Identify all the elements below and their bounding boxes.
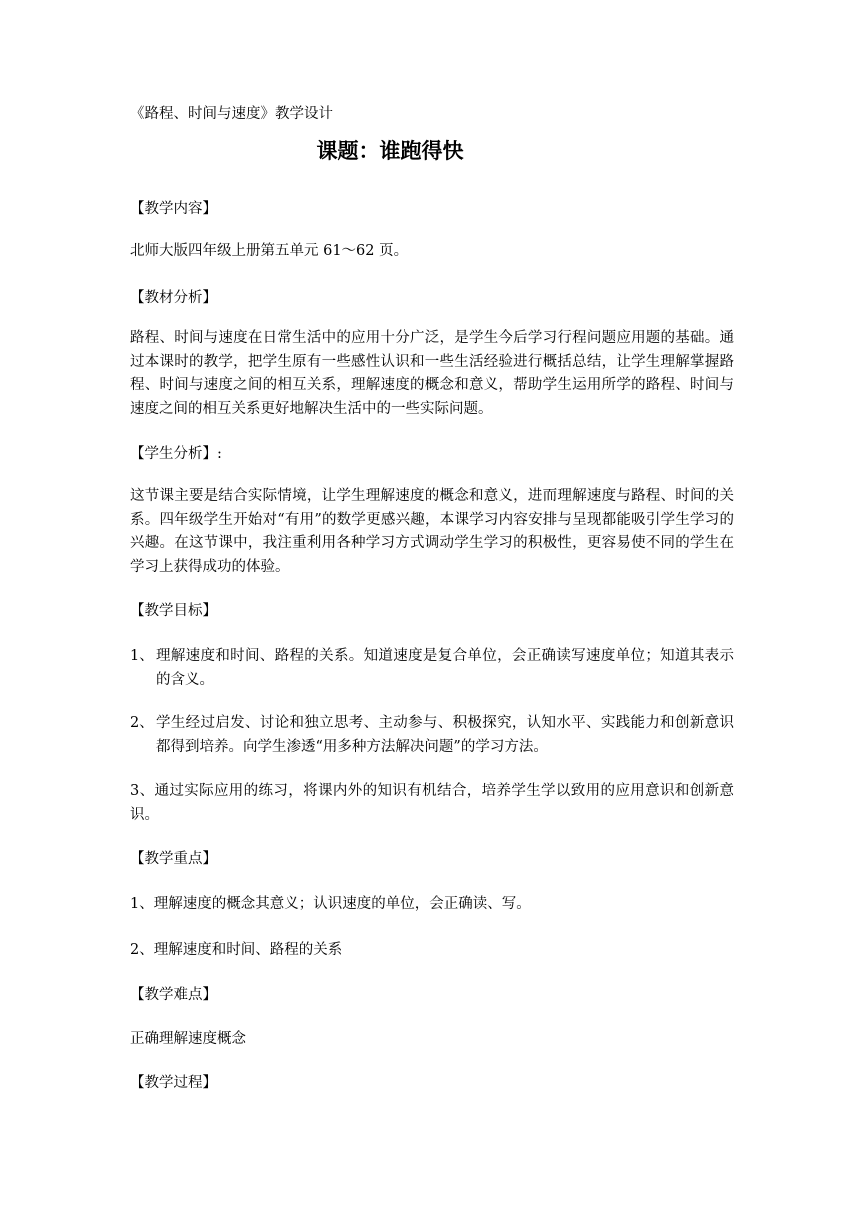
objective-number: 2、 — [130, 715, 154, 731]
objective-number: 1、 — [130, 648, 154, 664]
lesson-title: 课题：谁跑得快 — [316, 139, 464, 163]
document-header-line: 《路程、时间与速度》教学设计 — [130, 106, 333, 122]
objective-item-1 — [130, 645, 734, 692]
objective-text: 学生经过启发、讨论和独立思考、主动参与、积极探究，认知水平、实践能力和创新意识都得到培养。向学生渗透“用多种方法解决问题”的学习方法。 — [156, 715, 734, 755]
student-analysis-text: 这节课主要是结合实际情境，让学生理解速度的概念和意义，进而理解速度与路程、时间的关系。四年级学生开始对“有用”的数学更感兴趣，本课学习内容安排与呈现都能吸引学生学习的兴趣。在这节课中，我注重利用各种学习方式调动学生学习的积极性，更容易使不同的学生在学习上获得成功的体验。 — [130, 488, 734, 575]
section-heading-objectives: 【教学目标】 — [130, 603, 217, 619]
difficulties-text: 正确理解速度概念 — [130, 1031, 246, 1047]
section-heading-difficulties: 【教学难点】 — [130, 987, 217, 1003]
key-point-item-1: 1、理解速度的概念其意义；认识速度的单位，会正确读、写。 — [130, 896, 531, 912]
content-text: 北师大版四年级上册第五单元 61～62 页。 — [130, 243, 409, 259]
section-heading-key-points: 【教学重点】 — [130, 851, 217, 867]
objective-item-2 — [130, 712, 734, 759]
section-heading-material-analysis: 【教材分析】 — [130, 290, 217, 306]
key-point-item-2: 2、理解速度和时间、路程的关系 — [130, 942, 343, 958]
section-heading-process: 【教学过程】 — [130, 1075, 217, 1091]
objective-text: 理解速度和时间、路程的关系。知道速度是复合单位，会正确读写速度单位；知道其表示的含义。 — [156, 648, 734, 688]
material-analysis-text: 路程、时间与速度在日常生活中的应用十分广泛，是学生今后学习行程问题应用题的基础。通过本课时的教学，把学生原有一些感性认识和一些生活经验进行概括总结，让学生理解掌握路程、时间与速度之间的相互关系，理解速度的概念和意义，帮助学生运用所学的路程、时间与速度之间的相互关系更好地解决生活中的一些实际问题。 — [130, 330, 734, 417]
section-heading-content: 【教学内容】 — [130, 201, 217, 217]
section-heading-student-analysis: 【学生分析】: — [130, 446, 222, 462]
objective-item-3: 3、通过实际应用的练习，将课内外的知识有机结合，培养学生学以致用的应用意识和创新意识。 — [130, 783, 734, 823]
